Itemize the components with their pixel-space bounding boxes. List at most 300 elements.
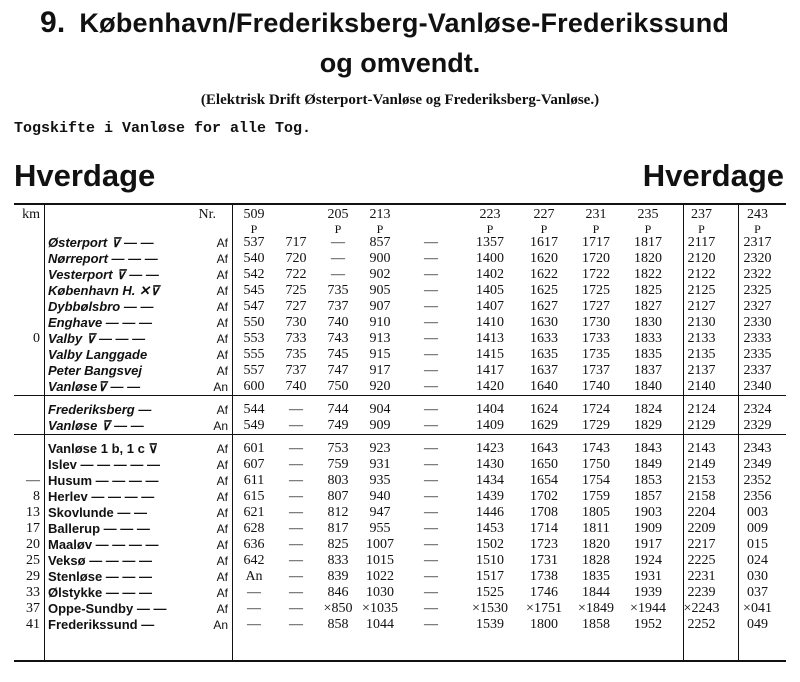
time-cell: 009 <box>747 521 768 536</box>
time-cell: ×1530 <box>472 601 508 616</box>
time-cell: 747 <box>327 363 349 378</box>
transfer-note: Togskifte i Vanløse for alle Tog. <box>14 120 312 137</box>
time-cell: 1824 <box>634 402 662 417</box>
time-cell: 1407 <box>476 299 504 314</box>
time-cell: 1723 <box>530 537 558 552</box>
p-mark <box>276 223 316 235</box>
p-mark: P <box>250 223 258 235</box>
time-cell: 1731 <box>530 553 558 568</box>
station-name: Nørreport — — — <box>48 251 158 266</box>
p-mark: P <box>644 223 652 235</box>
time-cell: 2231 <box>687 569 716 584</box>
km-cell <box>14 457 44 473</box>
time-cell: 750 <box>327 379 349 394</box>
time-cell: 1924 <box>634 553 662 568</box>
station-cell <box>44 235 232 251</box>
time-cell: 733 <box>285 331 307 346</box>
time-cell: — <box>331 251 345 266</box>
station-name: Oppe-Sundby — — <box>48 601 167 616</box>
time-cell: — <box>289 473 303 488</box>
time-cell: 615 <box>243 489 265 504</box>
arrival-departure-mark: Af <box>216 458 228 472</box>
time-cell: 915 <box>369 347 391 362</box>
km-cell: 20 <box>26 537 40 552</box>
time-cell: An <box>245 569 263 584</box>
arrival-departure-mark: An <box>213 419 228 433</box>
time-cell: — <box>424 601 438 616</box>
table-row <box>14 489 786 505</box>
km-cell: 33 <box>26 585 40 600</box>
time-cell: 2217 <box>687 537 716 552</box>
table-row <box>14 251 786 267</box>
km-cell <box>14 315 44 331</box>
arrival-departure-mark: Af <box>216 554 228 568</box>
train-number <box>400 207 462 223</box>
time-cell: 1404 <box>476 402 504 417</box>
arrival-departure-mark: Af <box>216 538 228 552</box>
time-cell: 628 <box>243 521 265 536</box>
train-number-row <box>14 207 786 223</box>
time-cell: — <box>424 553 438 568</box>
time-cell: 2140 <box>687 379 716 394</box>
time-cell: 2158 <box>687 489 716 504</box>
time-cell: 1903 <box>634 505 662 520</box>
time-cell: 550 <box>243 315 265 330</box>
time-cell: 740 <box>327 315 349 330</box>
time-cell: 1624 <box>530 402 558 417</box>
time-cell: 900 <box>369 251 391 266</box>
time-cell: 1417 <box>476 363 504 378</box>
station-cell <box>44 267 232 283</box>
time-cell: — <box>424 235 438 250</box>
time-cell: — <box>424 299 438 314</box>
table-row <box>14 283 786 299</box>
time-cell: 2352 <box>743 473 772 488</box>
time-cell: 636 <box>243 537 265 552</box>
station-name: Vesterport ⊽ — — <box>48 267 159 282</box>
time-cell: 1857 <box>634 489 662 504</box>
station-cell <box>44 418 232 435</box>
time-cell: 1030 <box>366 585 394 600</box>
time-cell: — <box>424 251 438 266</box>
time-cell: 1830 <box>634 315 662 330</box>
title-line-2: og omvendt. <box>319 48 481 78</box>
time-cell: 611 <box>243 473 265 488</box>
time-cell: 857 <box>369 235 391 250</box>
station-name: Stenløse — — — <box>48 569 153 584</box>
time-cell: 1746 <box>530 585 558 600</box>
train-number: 227 <box>533 207 555 222</box>
km-cell: 17 <box>26 521 40 536</box>
km-cell <box>14 299 44 315</box>
time-cell: 555 <box>243 347 265 362</box>
train-number <box>276 207 316 223</box>
arrival-departure-mark: An <box>213 618 228 632</box>
time-cell: 2143 <box>687 441 716 456</box>
time-cell: 553 <box>243 331 265 346</box>
table-row <box>14 617 786 633</box>
arrival-departure-mark: Af <box>216 300 228 314</box>
time-cell: 1822 <box>634 267 662 282</box>
station-name: Husum — — — — <box>48 473 159 488</box>
time-cell: 1835 <box>634 347 662 362</box>
time-cell: — <box>424 585 438 600</box>
time-cell: — <box>247 585 261 600</box>
time-cell: 2337 <box>743 363 772 378</box>
table-row <box>14 473 786 489</box>
time-cell: 1829 <box>634 418 662 433</box>
station-cell <box>44 617 232 633</box>
time-cell: 1405 <box>476 283 504 298</box>
bottom-rule <box>14 660 786 662</box>
train-number: 509 <box>243 207 265 222</box>
time-cell: — <box>247 601 261 616</box>
time-cell: — <box>424 402 438 417</box>
time-cell: 1007 <box>366 537 394 552</box>
time-cell: 907 <box>369 299 391 314</box>
time-cell: 1423 <box>476 441 504 456</box>
p-mark-row <box>14 223 786 235</box>
time-cell: 003 <box>747 505 768 520</box>
time-cell: 1400 <box>476 251 504 266</box>
station-name: Valby ⊽ — — — <box>48 331 146 346</box>
time-cell: 2343 <box>743 441 772 456</box>
train-number: 231 <box>585 207 607 222</box>
time-cell: 1835 <box>582 569 610 584</box>
time-cell: 905 <box>369 283 391 298</box>
time-cell: 1729 <box>582 418 610 433</box>
time-cell: 1539 <box>476 617 504 632</box>
arrival-departure-mark: Af <box>216 442 228 456</box>
station-cell <box>44 553 232 569</box>
table-number: 9. <box>40 6 66 39</box>
time-cell: ×041 <box>743 601 772 616</box>
time-cell: 1820 <box>582 537 610 552</box>
table-row <box>14 267 786 283</box>
time-cell: — <box>289 521 303 536</box>
time-cell: 621 <box>243 505 265 520</box>
arrival-departure-mark: Af <box>216 268 228 282</box>
time-cell: — <box>289 601 303 616</box>
time-cell: — <box>424 347 438 362</box>
arrival-departure-mark: Af <box>216 506 228 520</box>
time-cell: 2327 <box>743 299 772 314</box>
time-cell: ×850 <box>323 601 353 616</box>
arrival-departure-mark: An <box>213 380 228 394</box>
time-cell: ×1849 <box>578 601 614 616</box>
km-cell: 13 <box>26 505 40 520</box>
station-name: Veksø — — — — <box>48 553 153 568</box>
station-name: Frederiksberg — <box>48 402 152 417</box>
time-cell: 2252 <box>687 617 716 632</box>
time-cell: 015 <box>747 537 768 552</box>
time-cell: 1740 <box>582 379 610 394</box>
p-mark: P <box>754 223 761 235</box>
km-cell <box>14 418 44 435</box>
km-header: km <box>22 207 40 222</box>
time-cell: — <box>331 235 345 250</box>
station-cell <box>44 601 232 617</box>
km-cell <box>14 235 44 251</box>
time-cell: 839 <box>327 569 349 584</box>
time-cell: 1717 <box>582 235 610 250</box>
train-number: 235 <box>637 207 659 222</box>
time-cell: — <box>424 473 438 488</box>
time-cell: 2325 <box>743 283 772 298</box>
time-cell: — <box>289 553 303 568</box>
time-cell: 1627 <box>530 299 558 314</box>
time-cell: — <box>424 418 438 433</box>
arrival-departure-mark: Af <box>216 252 228 266</box>
arrival-departure-mark: Af <box>216 332 228 346</box>
station-name: Skovlunde — — <box>48 505 147 520</box>
time-cell: 1952 <box>634 617 662 632</box>
time-cell: 913 <box>369 331 391 346</box>
arrival-departure-mark: Af <box>216 586 228 600</box>
time-cell: — <box>289 489 303 504</box>
time-cell: 735 <box>327 283 349 298</box>
time-cell: 547 <box>243 299 265 314</box>
train-number: 205 <box>327 207 349 222</box>
km-cell <box>14 347 44 363</box>
time-cell: 1630 <box>530 315 558 330</box>
time-cell: 1015 <box>366 553 394 568</box>
time-cell: — <box>424 283 438 298</box>
time-cell: 904 <box>369 402 391 417</box>
time-cell: 1738 <box>530 569 558 584</box>
timetable-title <box>40 6 800 40</box>
time-cell: — <box>424 505 438 520</box>
time-cell: 1439 <box>476 489 504 504</box>
station-name: Ølstykke — — — <box>48 585 153 600</box>
km-cell <box>14 379 44 396</box>
time-cell: 049 <box>747 617 768 632</box>
km-cell: 0 <box>33 331 40 346</box>
time-cell: 2225 <box>687 553 716 568</box>
time-cell: 1909 <box>634 521 662 536</box>
time-cell: 2137 <box>687 363 716 378</box>
station-cell <box>44 521 232 537</box>
time-cell: 2329 <box>743 418 772 433</box>
time-cell: 2120 <box>687 251 716 266</box>
time-cell: 1625 <box>530 283 558 298</box>
station-name: Dybbølsbro — — <box>48 299 154 314</box>
station-name: Vanløse 1 b, 1 c ⊽ <box>48 441 158 456</box>
time-cell: 940 <box>369 489 391 504</box>
time-cell: 1446 <box>476 505 504 520</box>
km-cell: 29 <box>26 569 40 584</box>
time-cell: 1825 <box>634 283 662 298</box>
time-cell: — <box>424 331 438 346</box>
day-label-left: Hverdage <box>14 158 156 193</box>
time-cell: 817 <box>327 521 349 536</box>
time-cell: 2317 <box>743 235 772 250</box>
time-cell: — <box>424 521 438 536</box>
time-cell: 735 <box>285 347 307 362</box>
time-cell: 1811 <box>582 521 610 536</box>
time-cell: 717 <box>285 235 307 250</box>
station-name: Østerport ⊽ — — <box>48 235 154 250</box>
station-cell <box>44 331 232 347</box>
time-cell: 544 <box>243 402 265 417</box>
table-row <box>14 537 786 553</box>
time-cell: 1502 <box>476 537 504 552</box>
time-cell: 1635 <box>530 347 558 362</box>
time-cell: 1735 <box>582 347 610 362</box>
station-cell <box>44 537 232 553</box>
train-number: 243 <box>747 207 768 222</box>
table-row <box>14 585 786 601</box>
time-cell: 753 <box>327 441 349 456</box>
time-cell: — <box>289 617 303 632</box>
time-cell: 545 <box>243 283 265 298</box>
station-name: Vanløse⊽ — — <box>48 379 141 394</box>
arrival-departure-mark: Af <box>216 364 228 378</box>
arrival-departure-mark: Af <box>216 316 228 330</box>
time-cell: — <box>289 457 303 472</box>
time-cell: — <box>247 617 261 632</box>
time-cell: 1817 <box>634 235 662 250</box>
time-cell: — <box>289 569 303 584</box>
timetable-body <box>14 207 786 633</box>
time-cell: 725 <box>285 283 307 298</box>
time-cell: — <box>424 537 438 552</box>
station-cell <box>44 315 232 331</box>
arrival-departure-mark: Af <box>216 348 228 362</box>
time-cell: 1743 <box>582 441 610 456</box>
time-cell: 1430 <box>476 457 504 472</box>
arrival-departure-mark: Af <box>216 522 228 536</box>
station-cell <box>44 585 232 601</box>
station-name: Maaløv — — — — <box>48 537 159 552</box>
table-row <box>14 553 786 569</box>
km-cell <box>14 267 44 283</box>
time-cell: 1849 <box>634 457 662 472</box>
arrival-departure-mark: Af <box>216 284 228 298</box>
time-cell: 759 <box>327 457 349 472</box>
p-mark: P <box>540 223 548 235</box>
time-cell: 2127 <box>687 299 716 314</box>
time-cell: 2153 <box>687 473 716 488</box>
time-cell: 858 <box>327 617 349 632</box>
arrival-departure-mark: Af <box>216 236 228 250</box>
timetable <box>14 207 786 633</box>
time-cell: 1720 <box>582 251 610 266</box>
time-cell: 2320 <box>743 251 772 266</box>
time-cell: 2330 <box>743 315 772 330</box>
time-cell: 549 <box>243 418 265 433</box>
time-cell: — <box>424 315 438 330</box>
station-cell <box>44 379 232 396</box>
time-cell: 1843 <box>634 441 662 456</box>
table-row <box>14 402 786 418</box>
table-row <box>14 441 786 457</box>
time-cell: 1525 <box>476 585 504 600</box>
p-mark: P <box>376 223 384 235</box>
arrival-departure-mark: Af <box>216 474 228 488</box>
time-cell: 024 <box>747 553 768 568</box>
km-cell: — <box>26 473 40 488</box>
time-cell: 607 <box>243 457 265 472</box>
time-cell: 745 <box>327 347 349 362</box>
time-cell: 955 <box>369 521 391 536</box>
time-cell: 1650 <box>530 457 558 472</box>
p-mark: P <box>486 223 494 235</box>
time-cell: — <box>289 505 303 520</box>
time-cell: 1620 <box>530 251 558 266</box>
table-row <box>14 457 786 473</box>
time-cell: 1654 <box>530 473 558 488</box>
table-row <box>14 505 786 521</box>
time-cell: 1737 <box>582 363 610 378</box>
time-cell: 1402 <box>476 267 504 282</box>
time-cell: 722 <box>285 267 307 282</box>
time-cell: 1410 <box>476 315 504 330</box>
station-name: København H. ✕⊽ <box>48 283 160 298</box>
time-cell: 737 <box>285 363 307 378</box>
station-name: Vanløse ⊽ — — <box>48 418 144 433</box>
table-row <box>14 521 786 537</box>
time-cell: — <box>289 537 303 552</box>
time-cell: 730 <box>285 315 307 330</box>
time-cell: 2124 <box>687 402 716 417</box>
time-cell: 1725 <box>582 283 610 298</box>
time-cell: 2117 <box>687 235 716 250</box>
time-cell: 2129 <box>687 418 716 433</box>
time-cell: 1622 <box>530 267 558 282</box>
time-cell: 2324 <box>743 402 772 417</box>
station-name: Ballerup — — — <box>48 521 150 536</box>
time-cell: 1853 <box>634 473 662 488</box>
time-cell: 1357 <box>476 235 504 250</box>
km-cell <box>14 441 44 457</box>
p-mark: P <box>698 223 705 235</box>
arrival-departure-mark: Af <box>216 570 228 584</box>
time-cell: 1415 <box>476 347 504 362</box>
km-cell: 41 <box>26 617 40 632</box>
time-cell: 740 <box>285 379 307 394</box>
station-name: Islev — — — — — <box>48 457 160 472</box>
time-cell: — <box>424 379 438 394</box>
time-cell: — <box>289 585 303 600</box>
table-row <box>14 601 786 617</box>
time-cell: 931 <box>369 457 391 472</box>
km-cell <box>14 251 44 267</box>
title-line-1: København/Frederiksberg-Vanløse-Frederikssund <box>79 8 730 38</box>
time-cell: 1434 <box>476 473 504 488</box>
station-name: Herlev — — — — <box>48 489 155 504</box>
time-cell: — <box>424 457 438 472</box>
time-cell: 909 <box>369 418 391 433</box>
time-cell: 1044 <box>366 617 394 632</box>
p-mark: P <box>592 223 600 235</box>
time-cell: 1750 <box>582 457 610 472</box>
station-cell <box>44 457 232 473</box>
station-cell <box>44 283 232 299</box>
arrival-departure-mark: Af <box>216 602 228 616</box>
time-cell: 833 <box>327 553 349 568</box>
time-cell: 1629 <box>530 418 558 433</box>
time-cell: 1800 <box>530 617 558 632</box>
time-cell: 1640 <box>530 379 558 394</box>
time-cell: 1827 <box>634 299 662 314</box>
time-cell: 1722 <box>582 267 610 282</box>
train-number: 223 <box>479 207 501 222</box>
time-cell: 1413 <box>476 331 504 346</box>
station-name: Frederikssund — <box>48 617 155 632</box>
time-cell: 601 <box>243 441 265 456</box>
time-cell: 542 <box>243 267 265 282</box>
